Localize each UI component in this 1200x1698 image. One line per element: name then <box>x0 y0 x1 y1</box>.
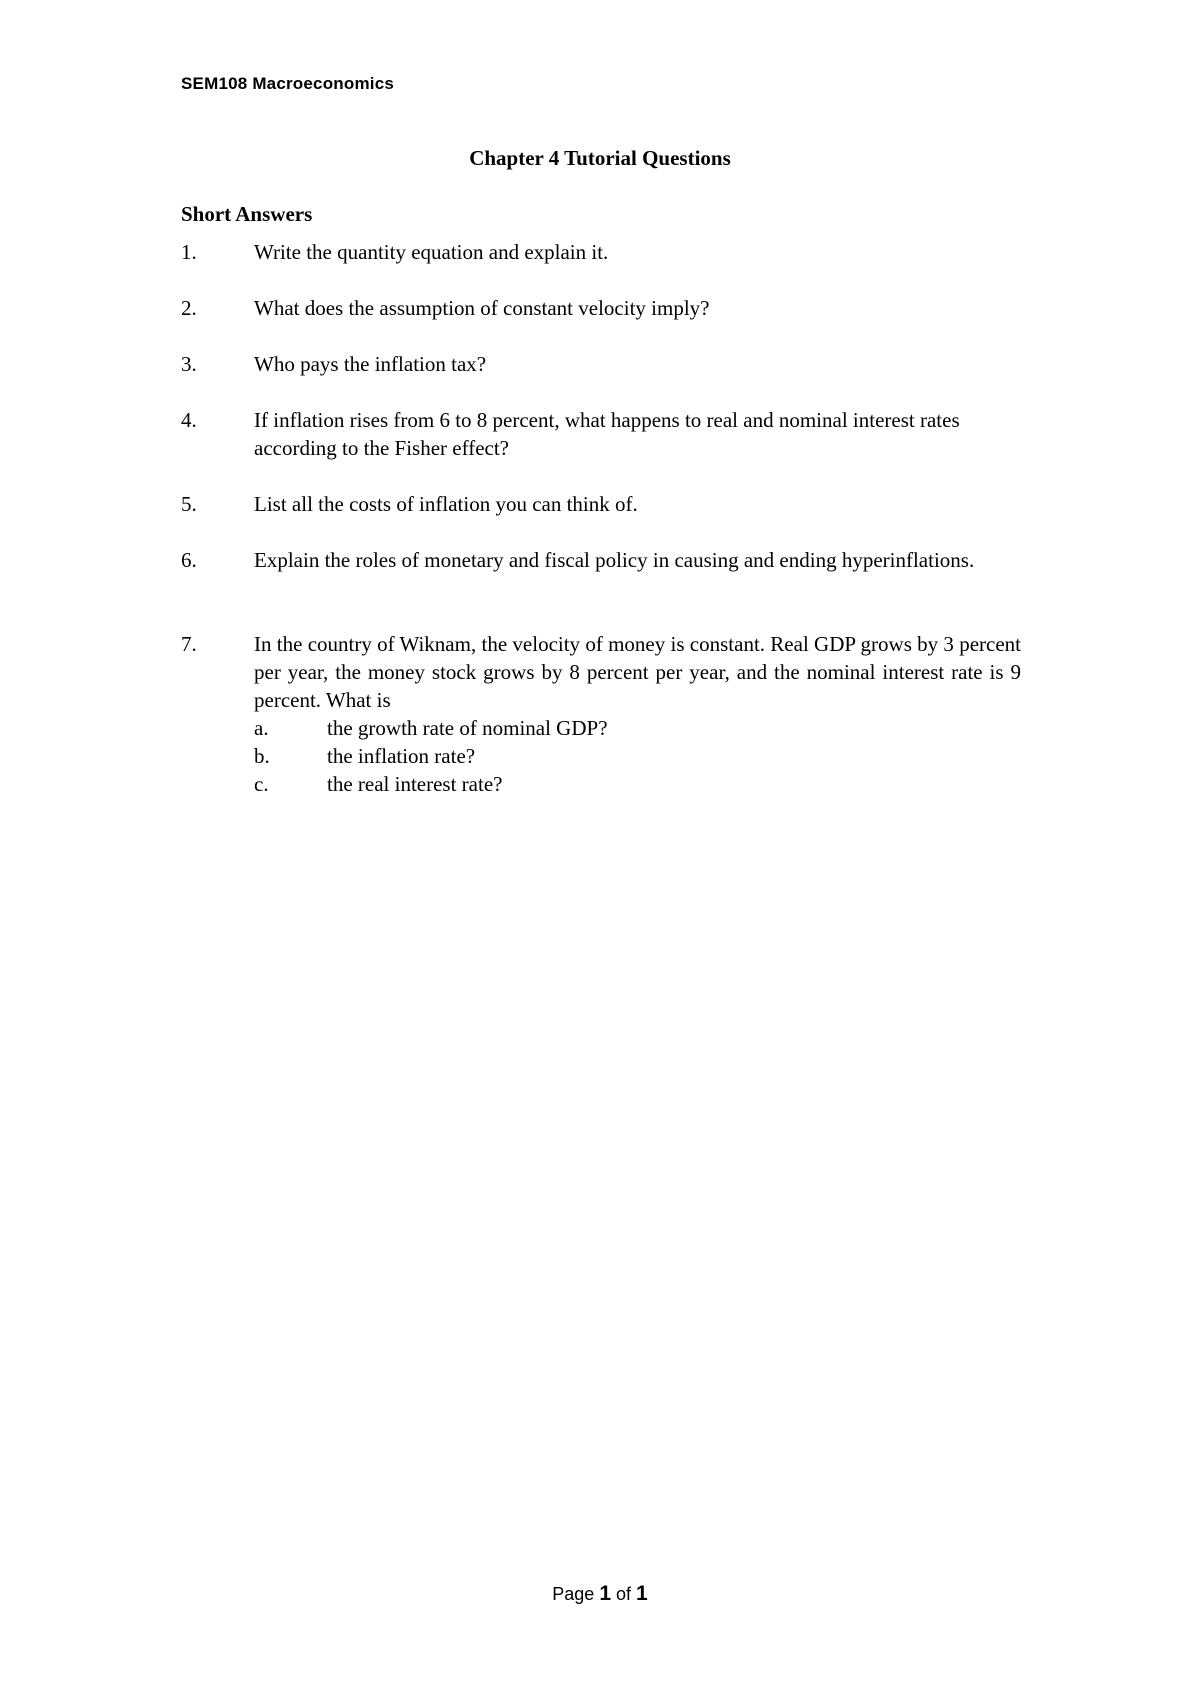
question-item <box>181 350 1021 378</box>
question-item <box>181 406 1021 462</box>
question-item <box>181 546 1021 574</box>
page-title: Chapter 4 Tutorial Questions <box>469 146 731 170</box>
sub-question <box>181 742 1021 770</box>
question-text: Write the quantity equation and explain it. <box>254 240 609 264</box>
sub-question-text: the inflation rate? <box>327 744 476 768</box>
question-item <box>181 630 1021 798</box>
sub-question-letter: a. <box>254 716 269 740</box>
sub-question <box>181 714 1021 742</box>
question-text: What does the assumption of constant velocity imply? <box>254 296 710 320</box>
sub-question-letter: c. <box>254 772 269 796</box>
question-number: 1. <box>181 240 197 264</box>
sub-question-text: the growth rate of nominal GDP? <box>327 716 608 740</box>
footer-of-word: of <box>616 1584 632 1604</box>
question-text: If inflation rises from 6 to 8 percent, what happens to real and nominal interest rates according to the Fisher effect? <box>254 408 960 460</box>
sub-question-text: the real interest rate? <box>327 772 503 796</box>
question-number: 3. <box>181 352 197 376</box>
question-number: 2. <box>181 296 197 320</box>
question-item <box>181 490 1021 518</box>
footer-page-word: Page <box>552 1584 595 1604</box>
sub-question-letter: b. <box>254 744 270 768</box>
question-item <box>181 238 1021 266</box>
question-number: 4. <box>181 408 197 432</box>
page-footer <box>0 1582 1200 1606</box>
question-text: Who pays the inflation tax? <box>254 352 487 376</box>
question-number: 6. <box>181 548 197 572</box>
question-number: 7. <box>181 632 197 656</box>
running-header: SEM108 Macroeconomics <box>181 74 395 93</box>
sub-question <box>181 770 1021 798</box>
question-text: In the country of Wiknam, the velocity of money is constant. Real GDP grows by 3 percent per year, the money stock grows by 8 percent per year, and the nominal interest rate is 9 percent. What is <box>254 632 1021 712</box>
footer-total-pages: 1 <box>636 1582 648 1605</box>
section-heading: Short Answers <box>181 202 313 226</box>
question-item <box>181 294 1021 322</box>
question-number: 5. <box>181 492 197 516</box>
footer-current-page: 1 <box>599 1582 611 1605</box>
question-text: List all the costs of inflation you can think of. <box>254 492 638 516</box>
question-text: Explain the roles of monetary and fiscal policy in causing and ending hyperinflations. <box>254 548 975 572</box>
